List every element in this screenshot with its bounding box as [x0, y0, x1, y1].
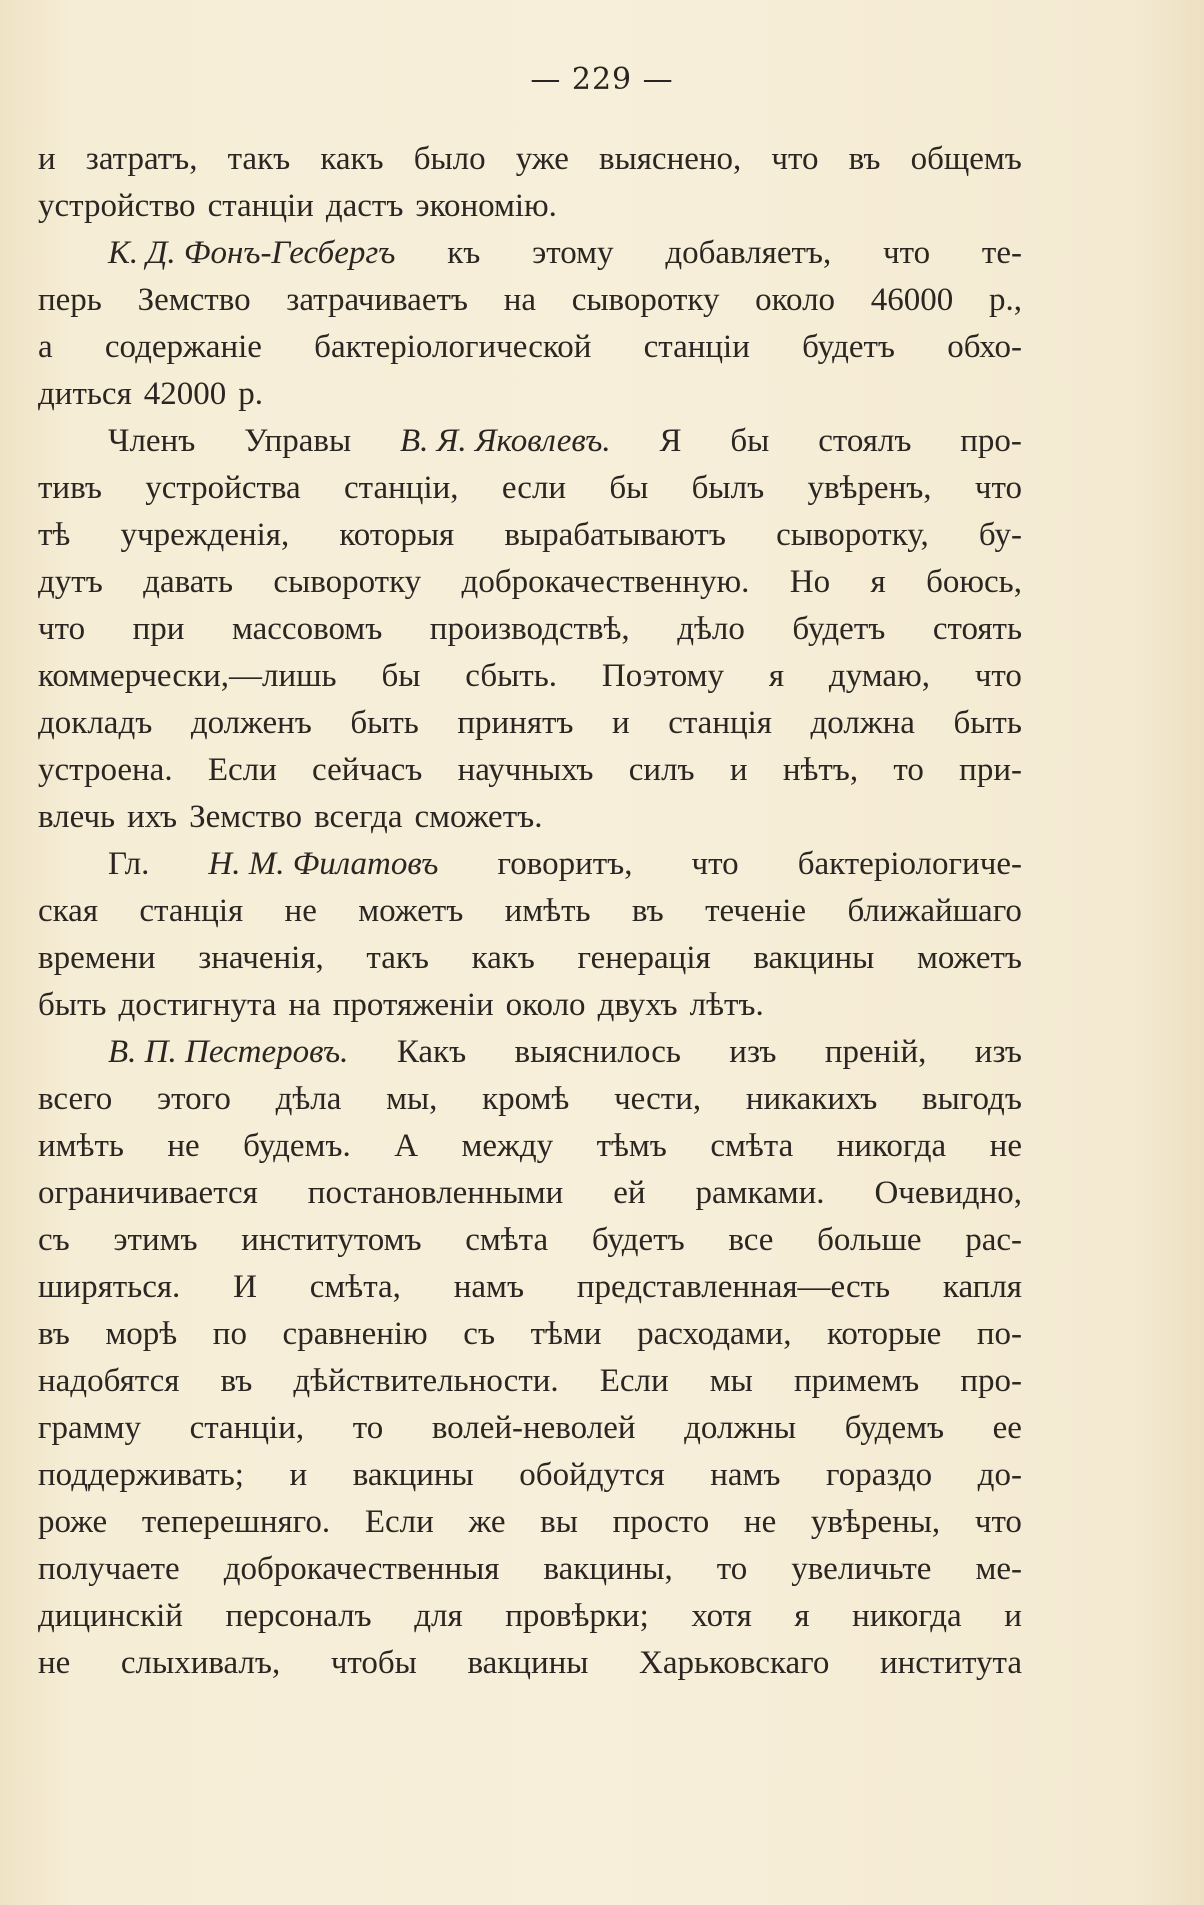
text-line — [38, 653, 1022, 700]
word: обойдутся — [519, 1457, 665, 1493]
word: протяженіи — [332, 987, 494, 1023]
word: сейчасъ — [312, 752, 423, 788]
word: станція — [139, 893, 244, 929]
word: получаете — [38, 1551, 180, 1587]
word: будемъ — [844, 1410, 945, 1446]
word: капля — [942, 1269, 1022, 1305]
word: примемъ — [793, 1363, 920, 1399]
word: не — [743, 1504, 777, 1540]
text-line — [38, 606, 1022, 653]
word: около — [505, 987, 586, 1023]
word: массовомъ — [231, 611, 383, 647]
word: чтобы — [330, 1645, 417, 1681]
word: лѣтъ. — [689, 987, 764, 1023]
word: затрачиваетъ — [286, 282, 468, 318]
word: р., — [989, 282, 1022, 318]
word: изъ — [729, 1034, 777, 1070]
word: бы — [381, 658, 421, 694]
word: Членъ — [108, 423, 196, 459]
word: ограничивается — [38, 1175, 258, 1211]
word: по — [212, 1316, 247, 1352]
word: экономію. — [415, 188, 557, 224]
text-line — [38, 418, 1022, 465]
speaker-name: К. Д. Фонъ-Гесбергъ — [108, 235, 396, 271]
word: если — [501, 470, 567, 506]
text-line — [38, 183, 1022, 230]
text-line — [38, 136, 1022, 183]
word: А — [394, 1128, 419, 1164]
text-line — [38, 935, 1022, 982]
text-line — [38, 1405, 1022, 1452]
word: и — [729, 752, 748, 788]
word: волей-неволей — [431, 1410, 636, 1446]
word: быть — [953, 705, 1022, 741]
word: что — [38, 611, 86, 647]
word: дутъ — [38, 564, 103, 600]
word: же — [468, 1504, 506, 1540]
word: производствѣ, — [429, 611, 630, 647]
word: ей — [613, 1175, 646, 1211]
text-line — [38, 277, 1022, 324]
word: вакцины — [467, 1645, 589, 1681]
word: содержаніе — [104, 329, 262, 365]
word: что — [974, 470, 1022, 506]
word: въ — [220, 1363, 253, 1399]
word: бактеріологиче- — [797, 846, 1022, 882]
word: думаю, — [828, 658, 930, 694]
word: въ — [38, 1316, 70, 1352]
word: увеличьте — [791, 1551, 932, 1587]
word: доброкачественныя — [223, 1551, 500, 1587]
word: вакцины — [753, 940, 875, 976]
word: станціи — [207, 188, 314, 224]
word: съ — [38, 1222, 70, 1258]
speaker-name: Н. М. Филатовъ — [208, 846, 439, 882]
word: хотя — [691, 1598, 752, 1634]
word: вакцины, — [543, 1551, 673, 1587]
word: генерація — [577, 940, 711, 976]
word: сравненію — [282, 1316, 428, 1352]
word: то — [716, 1551, 748, 1587]
text-line — [38, 1170, 1022, 1217]
word: намъ — [453, 1269, 525, 1305]
word: представленная—есть — [576, 1269, 891, 1305]
word: преній, — [824, 1034, 927, 1070]
word: устройства — [145, 470, 301, 506]
text-line — [38, 1217, 1022, 1264]
word: бу- — [978, 517, 1022, 553]
text-line — [38, 1311, 1022, 1358]
word: тѣ — [38, 517, 71, 553]
word: теченіе — [705, 893, 807, 929]
word: мы, — [386, 1081, 438, 1117]
word: съ — [463, 1316, 496, 1352]
text-line — [38, 700, 1022, 747]
word: что — [883, 235, 931, 271]
word: морѣ — [105, 1316, 178, 1352]
word: Я — [659, 423, 682, 459]
word: бактеріологической — [314, 329, 592, 365]
text-line — [38, 841, 1022, 888]
word: принятъ — [457, 705, 574, 741]
word: и — [612, 705, 630, 741]
word: не — [167, 1128, 200, 1164]
text-line — [38, 1640, 1022, 1687]
word: дастъ — [325, 188, 404, 224]
word: надобятся — [38, 1363, 180, 1399]
word: смѣта — [465, 1222, 549, 1258]
word: на — [503, 282, 536, 318]
word: Но — [789, 564, 831, 600]
word: времени — [38, 940, 156, 976]
word: слыхивалъ, — [120, 1645, 281, 1681]
word: Управы — [244, 423, 352, 459]
word: долженъ — [190, 705, 312, 741]
word: кромѣ — [482, 1081, 570, 1117]
word: грамму — [38, 1410, 141, 1446]
word: и — [289, 1457, 308, 1493]
text-line — [38, 1264, 1022, 1311]
text-line — [38, 888, 1022, 935]
word: около — [755, 282, 836, 318]
text-line — [38, 559, 1022, 606]
word: ихъ — [127, 799, 178, 835]
word: добавляетъ, — [665, 235, 832, 271]
word: никогда — [836, 1128, 947, 1164]
word: которые — [827, 1316, 942, 1352]
word: вы — [540, 1504, 578, 1540]
word: обхо- — [947, 329, 1022, 365]
text-line — [38, 230, 1022, 277]
word: никакихъ — [745, 1081, 878, 1117]
word: достигнута — [118, 987, 277, 1023]
word: изъ — [974, 1034, 1022, 1070]
word: и — [1004, 1598, 1022, 1634]
word: этимъ — [113, 1222, 198, 1258]
word: а — [38, 329, 53, 365]
word: имѣть — [38, 1128, 124, 1164]
word: ширяться. — [38, 1269, 181, 1305]
word: не — [284, 893, 317, 929]
word: такъ — [227, 141, 291, 177]
text-line — [38, 1593, 1022, 1640]
word: можетъ — [916, 940, 1022, 976]
word: доброкачественную. — [461, 564, 750, 600]
word: будетъ — [792, 611, 886, 647]
word: въ — [848, 141, 881, 177]
word: быть — [350, 705, 419, 741]
word: что — [974, 658, 1022, 694]
word: 42000 — [143, 376, 227, 412]
word: для — [414, 1598, 463, 1634]
word: станціи — [643, 329, 750, 365]
word: можетъ — [358, 893, 464, 929]
word: просто — [612, 1504, 710, 1540]
word: смѣта, — [309, 1269, 401, 1305]
word: влечь — [38, 799, 116, 835]
text-line — [38, 1546, 1022, 1593]
word: про- — [960, 423, 1022, 459]
word: я — [870, 564, 886, 600]
word: смѣта — [710, 1128, 794, 1164]
word: ее — [992, 1410, 1022, 1446]
word: всегда — [314, 799, 403, 835]
word: этого — [157, 1081, 231, 1117]
word: станція — [668, 705, 772, 741]
word: Если — [207, 752, 277, 788]
word: я — [768, 658, 785, 694]
word: дѣйствительности. — [293, 1363, 559, 1399]
word: Если — [599, 1363, 669, 1399]
word: стоялъ — [818, 423, 912, 459]
word: къ — [447, 235, 481, 271]
word: по- — [976, 1316, 1022, 1352]
word: Гл. — [108, 846, 150, 882]
word: было — [413, 141, 486, 177]
word: будетъ — [591, 1222, 685, 1258]
word: Поэтому — [601, 658, 724, 694]
word: мы — [709, 1363, 753, 1399]
word: р. — [238, 376, 263, 412]
word: 46000 — [870, 282, 954, 318]
word: значенія, — [198, 940, 324, 976]
word: какъ — [471, 940, 535, 976]
text-line — [38, 1499, 1022, 1546]
word: те- — [981, 235, 1022, 271]
word: сбыть. — [465, 658, 557, 694]
text-line — [38, 1076, 1022, 1123]
word: никогда — [852, 1598, 962, 1634]
word: выяснено, — [598, 141, 742, 177]
word: выяснилось — [514, 1034, 681, 1070]
word: рас- — [965, 1222, 1022, 1258]
word: бы — [609, 470, 649, 506]
word: коммерчески,—лишь — [38, 658, 337, 694]
word: учрежденія, — [120, 517, 290, 553]
word: Земство — [137, 282, 251, 318]
word: будемъ. — [243, 1128, 351, 1164]
word: сыворотку — [571, 282, 720, 318]
word: сыворотку, — [776, 517, 929, 553]
word: сможетъ. — [414, 799, 543, 835]
word: станціи, — [344, 470, 459, 506]
word: имѣть — [504, 893, 591, 929]
word: про- — [960, 1363, 1022, 1399]
word: гораздо — [826, 1457, 933, 1493]
word: то — [352, 1410, 384, 1446]
word: будетъ — [802, 329, 895, 365]
word: выгодъ — [922, 1081, 1022, 1117]
word: что — [691, 846, 739, 882]
word: боюсь, — [926, 564, 1022, 600]
word: стоять — [932, 611, 1022, 647]
word: персоналъ — [225, 1598, 372, 1634]
word: я — [794, 1598, 810, 1634]
word: И — [233, 1269, 257, 1305]
word: всего — [38, 1081, 113, 1117]
word: общемъ — [910, 141, 1022, 177]
word: затратъ, — [85, 141, 198, 177]
word: давать — [143, 564, 234, 600]
word: перь — [38, 282, 102, 318]
speaker-name: В. Я. Яковлевъ. — [400, 423, 611, 459]
word: не — [38, 1645, 71, 1681]
word: поддерживать; — [38, 1457, 244, 1493]
word: говоритъ, — [497, 846, 633, 882]
word: нѣтъ, — [782, 752, 859, 788]
word: дицинскій — [38, 1598, 183, 1634]
text-line — [38, 512, 1022, 559]
word: сыворотку — [273, 564, 422, 600]
word: диться — [38, 376, 132, 412]
word: должна — [810, 705, 915, 741]
word: должны — [684, 1410, 797, 1446]
word: расходами, — [637, 1316, 792, 1352]
speaker-name: В. П. Пестеровъ. — [108, 1034, 349, 1070]
word: тивъ — [38, 470, 102, 506]
word: въ — [631, 893, 664, 929]
word: все — [728, 1222, 774, 1258]
word: институтомъ — [241, 1222, 422, 1258]
word: постановленными — [307, 1175, 564, 1211]
page-number: — 229 — — [530, 62, 674, 97]
text-line — [38, 982, 1022, 1029]
word: рамками. — [695, 1175, 825, 1211]
word: вырабатываютъ — [504, 517, 726, 553]
word: былъ — [691, 470, 765, 506]
word: до- — [977, 1457, 1022, 1493]
word: что — [974, 1504, 1022, 1540]
word: дѣло — [677, 611, 745, 647]
word: при- — [959, 752, 1022, 788]
text-line — [38, 1358, 1022, 1405]
word: научныхъ — [457, 752, 594, 788]
word: и — [38, 141, 56, 177]
word: между — [461, 1128, 554, 1164]
word: Харьковскаго — [639, 1645, 830, 1681]
word: намъ — [710, 1457, 781, 1493]
word: Какъ — [396, 1034, 467, 1070]
word: двухъ — [597, 987, 678, 1023]
text-line — [38, 1029, 1022, 1076]
word: устроена. — [38, 752, 173, 788]
text-line — [38, 324, 1022, 371]
word: ская — [38, 893, 99, 929]
text-line — [38, 1123, 1022, 1170]
word: Земство — [189, 799, 303, 835]
word: станціи, — [189, 1410, 305, 1446]
word: Если — [364, 1504, 434, 1540]
word: которыя — [339, 517, 455, 553]
word: увѣренъ, — [807, 470, 932, 506]
word: дѣла — [275, 1081, 342, 1117]
word: что — [771, 141, 819, 177]
word: провѣрки; — [505, 1598, 649, 1634]
text-line — [38, 747, 1022, 794]
word: не — [989, 1128, 1022, 1164]
word: при — [132, 611, 185, 647]
word: Очевидно, — [874, 1175, 1022, 1211]
word: быть — [38, 987, 107, 1023]
word: этому — [532, 235, 614, 271]
word: то — [893, 752, 924, 788]
word: устройство — [38, 188, 196, 224]
word: тѣми — [530, 1316, 602, 1352]
word: силъ — [628, 752, 695, 788]
word: уже — [515, 141, 569, 177]
word: на — [288, 987, 321, 1023]
text-line — [38, 465, 1022, 512]
word: докладъ — [38, 705, 153, 741]
word: ближайшаго — [847, 893, 1022, 929]
body-text — [38, 136, 1022, 1687]
word: вакцины — [352, 1457, 474, 1493]
word: увѣрены, — [810, 1504, 941, 1540]
word: теперешняго. — [141, 1504, 331, 1540]
word: института — [879, 1645, 1022, 1681]
word: бы — [730, 423, 770, 459]
text-line — [38, 1452, 1022, 1499]
word: чести, — [614, 1081, 702, 1117]
word: такъ — [366, 940, 429, 976]
word: тѣмъ — [596, 1128, 667, 1164]
word: какъ — [320, 141, 384, 177]
word: ме- — [975, 1551, 1022, 1587]
text-line — [38, 371, 1022, 418]
word: больше — [817, 1222, 922, 1258]
word: роже — [38, 1504, 108, 1540]
text-line — [38, 794, 1022, 841]
